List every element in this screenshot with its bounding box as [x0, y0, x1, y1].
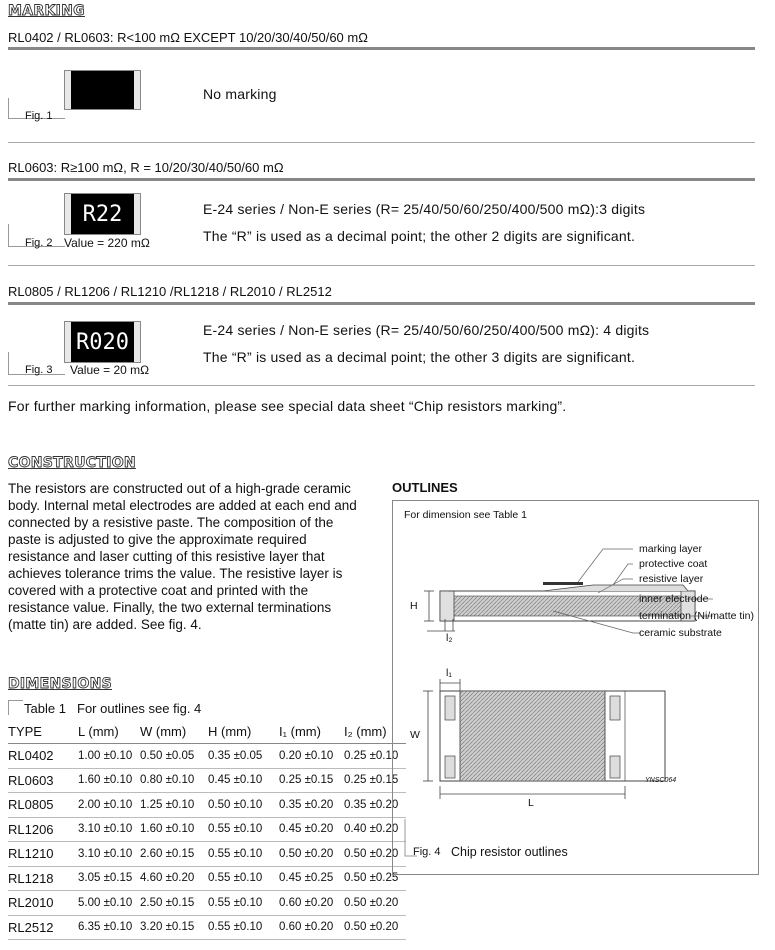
cell-value: 0.60 ±0.20: [279, 915, 344, 940]
cell-value: 0.40 ±0.20: [344, 817, 406, 842]
table-row: [8, 793, 406, 818]
table-row: [8, 768, 406, 793]
fig4-label: Fig. 4: [413, 846, 441, 858]
cell-type: RL0805: [8, 793, 78, 818]
cell-value: 0.45 ±0.20: [279, 817, 344, 842]
marking-desc-1: No marking: [203, 86, 277, 102]
cell-value: 0.45 ±0.25: [279, 866, 344, 891]
marking-desc-2b: The “R” is used as a decimal point; the other 2 digits are significant.: [203, 228, 636, 244]
cell-value: 0.50 ±0.05: [140, 744, 208, 769]
cell-type: RL1218: [8, 866, 78, 891]
cell-type: RL0402: [8, 744, 78, 769]
cell-value: 2.50 ±0.15: [140, 891, 208, 916]
chip-fig1: [64, 70, 141, 110]
label-marking-layer: marking layer: [639, 543, 703, 555]
table-header-row: [8, 721, 406, 744]
cell-value: 0.50 ±0.10: [208, 793, 279, 818]
dim-l1: l₁: [446, 667, 452, 679]
chip-marking-r020: R020: [71, 322, 134, 362]
cell-value: 1.60 ±0.10: [140, 817, 208, 842]
outlines-box: [392, 500, 759, 875]
marking-note: For further marking information, please see special data sheet “Chip resistors marking”.: [8, 398, 567, 414]
label-protective-coat: protective coat: [639, 558, 708, 570]
fig-label: Fig. 1: [25, 110, 53, 122]
cell-value: 0.55 ±0.10: [208, 842, 279, 867]
construction-text: The resistors are constructed out of a high-grade ceramic body. Internal metal electrodes are added at each end and connected by a resistive paste. The composition of the paste is adjusted to give the approximate required resistance and laser cutting of this resistive layer that achieves tolerance trims the value. The resistive layer is covered with a protective coat and printed with the resistance value. Finally, the two external terminations (matte tin) are added. See fig. 4.: [8, 481, 357, 632]
col-w: W (mm): [140, 721, 208, 744]
marking-desc-2a: E-24 series / Non-E series (R= 25/40/50/60/250/400/500 mΩ):3 digits: [203, 201, 646, 217]
rule: [8, 178, 755, 181]
cell-value: 5.00 ±0.10: [78, 891, 140, 916]
outline-drawing: [393, 501, 758, 874]
chip-fig3: [64, 321, 141, 363]
cell-value: 3.20 ±0.15: [140, 915, 208, 940]
divider: [8, 142, 755, 143]
cell-type: RL0603: [8, 768, 78, 793]
rule: [8, 302, 755, 305]
rule: [8, 47, 755, 50]
table-row: [8, 744, 406, 769]
cell-value: 1.25 ±0.10: [140, 793, 208, 818]
marking-desc-3a: E-24 series / Non-E series (R= 25/40/50/60/250/400/500 mΩ): 4 digits: [203, 322, 650, 338]
cell-value: 2.00 ±0.10: [78, 793, 140, 818]
cell-value: 0.55 ±0.10: [208, 866, 279, 891]
cell-value: 0.80 ±0.10: [140, 768, 208, 793]
table-bracket: [8, 700, 23, 715]
outlines-title: OUTLINES: [392, 480, 458, 495]
table-note: For outlines see fig. 4: [77, 701, 202, 716]
label-ceramic-substrate: ceramic substrate: [639, 627, 722, 639]
cell-value: 0.50 ±0.25: [344, 866, 406, 891]
marking-heading-1: RL0402 / RL0603: R<100 mΩ EXCEPT 10/20/30/40/50/60 mΩ: [8, 30, 368, 45]
cell-type: RL1210: [8, 842, 78, 867]
cell-value: 0.20 ±0.10: [279, 744, 344, 769]
chip-body: [71, 71, 134, 109]
fig-label: Fig. 3: [25, 364, 53, 376]
dim-l2: l₂: [446, 632, 453, 644]
cell-value: 0.25 ±0.10: [344, 744, 406, 769]
fig-value: Value = 220 mΩ: [64, 236, 150, 250]
fig-value: Value = 20 mΩ: [70, 363, 150, 377]
cell-value: 0.35 ±0.20: [279, 793, 344, 818]
divider: [8, 385, 755, 386]
cell-value: 0.50 ±0.20: [344, 891, 406, 916]
cell-value: 4.60 ±0.20: [140, 866, 208, 891]
cell-value: 3.10 ±0.10: [78, 842, 140, 867]
cell-value: 0.35 ±0.05: [208, 744, 279, 769]
table-row: [8, 842, 406, 867]
dim-l: L: [528, 797, 534, 809]
cell-value: 0.25 ±0.15: [279, 768, 344, 793]
cell-value: 3.10 ±0.10: [78, 817, 140, 842]
cell-value: 6.35 ±0.10: [78, 915, 140, 940]
cell-value: 0.50 ±0.20: [344, 842, 406, 867]
outlines-note: For dimension see Table 1: [404, 509, 527, 521]
cell-value: 1.60 ±0.10: [78, 768, 140, 793]
table-row: [8, 891, 406, 916]
marking-heading-3: RL0805 / RL1206 / RL1210 /RL1218 / RL2010 / RL2512: [8, 284, 332, 299]
cell-value: 0.45 ±0.10: [208, 768, 279, 793]
fig4-caption: Chip resistor outlines: [451, 845, 568, 859]
col-type: TYPE: [8, 721, 78, 744]
cell-value: 0.50 ±0.20: [279, 842, 344, 867]
dim-w: W: [410, 729, 420, 741]
col-l1: I₁ (mm): [279, 721, 344, 744]
cell-value: 2.60 ±0.15: [140, 842, 208, 867]
marking-title: MARKING: [8, 3, 85, 19]
chip-marking-r22: R22: [71, 194, 134, 234]
cell-type: RL2512: [8, 915, 78, 940]
top-view: [423, 679, 665, 799]
cell-value: 0.55 ±0.10: [208, 891, 279, 916]
table-label: Table 1: [24, 701, 66, 716]
dimensions-title: DIMENSIONS: [8, 676, 113, 692]
cell-value: 0.35 ±0.20: [344, 793, 406, 818]
marking-heading-2: RL0603: R≥100 mΩ, R = 10/20/30/40/50/60 mΩ: [8, 160, 284, 175]
drawing-code: YNSC064: [645, 777, 677, 784]
cell-value: 0.60 ±0.20: [279, 891, 344, 916]
cell-value: 3.05 ±0.15: [78, 866, 140, 891]
cell-value: 0.55 ±0.10: [208, 915, 279, 940]
label-termination: termination (Ni/matte tin): [639, 610, 754, 622]
cell-value: 0.50 ±0.20: [344, 915, 406, 940]
col-l: L (mm): [78, 721, 140, 744]
table-row: [8, 866, 406, 891]
divider: [8, 265, 755, 266]
label-inner-electrode: inner electrode: [639, 593, 709, 605]
dim-h: H: [410, 600, 418, 612]
dimensions-table: [8, 721, 406, 940]
cell-value: 0.55 ±0.10: [208, 817, 279, 842]
col-h: H (mm): [208, 721, 279, 744]
cell-value: 0.25 ±0.15: [344, 768, 406, 793]
chip-fig2: [64, 193, 141, 235]
cell-value: 1.00 ±0.10: [78, 744, 140, 769]
marking-desc-3b: The “R” is used as a decimal point; the other 3 digits are significant.: [203, 349, 636, 365]
cell-type: RL2010: [8, 891, 78, 916]
col-l2: I₂ (mm): [344, 721, 406, 744]
construction-title: CONSTRUCTION: [8, 455, 136, 471]
table-row: [8, 915, 406, 940]
table-row: [8, 817, 406, 842]
cell-type: RL1206: [8, 817, 78, 842]
label-resistive-layer: resistive layer: [639, 573, 704, 585]
fig-label: Fig. 2: [25, 237, 53, 249]
